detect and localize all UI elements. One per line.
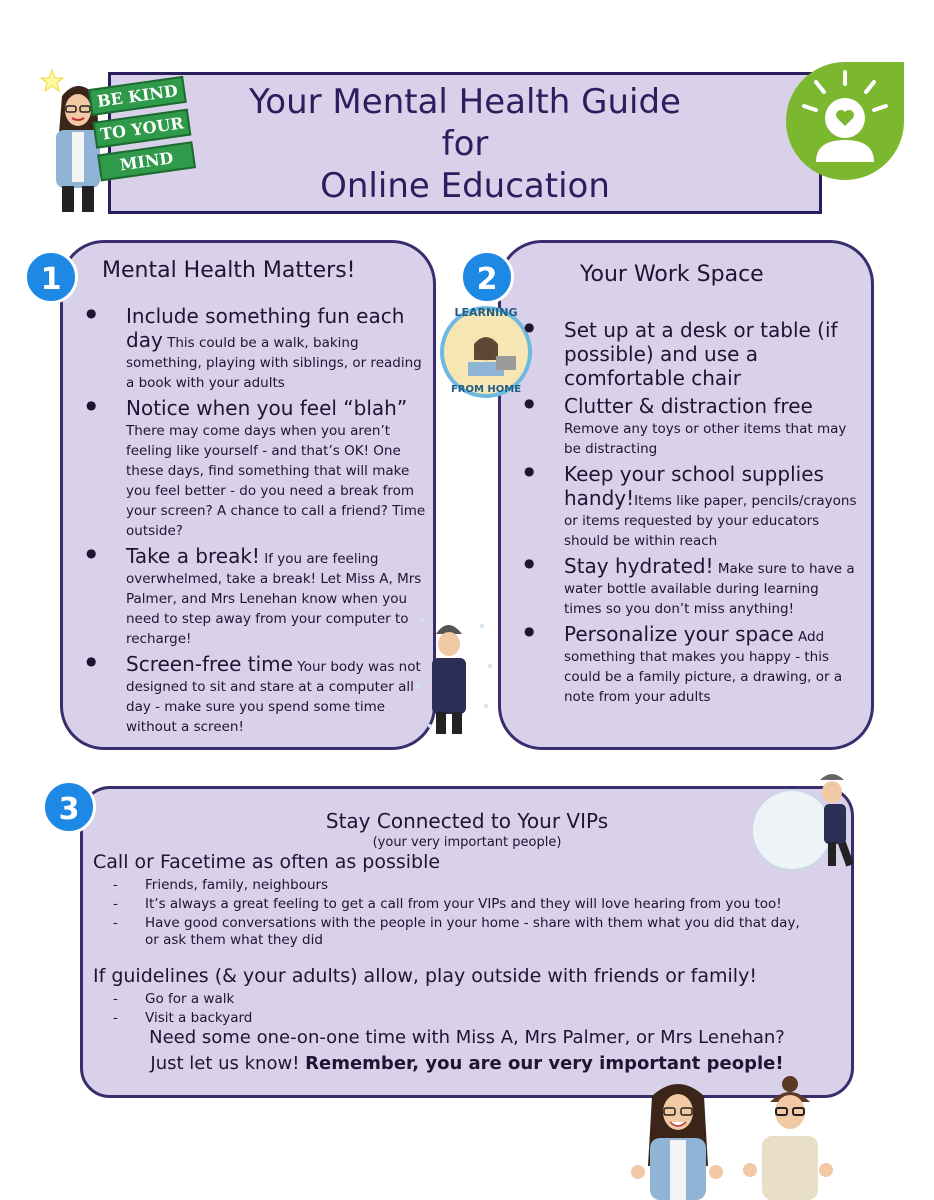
list-item — [82, 304, 426, 392]
mental-health-logo — [786, 62, 904, 180]
bitmoji-snowball — [750, 768, 880, 878]
list-item: - It’s always a great feeling to get a call from your VIPs and they will love hearing from you too! — [113, 896, 813, 913]
item-lead: Personalize your space — [564, 622, 794, 646]
item-lead: Clutter & distraction free — [564, 394, 813, 418]
section-stay-connected — [80, 786, 854, 1098]
item-lead: Take a break! — [126, 544, 260, 568]
bitmoji-teacher-snow — [412, 606, 498, 742]
page-title-line-3: Online Education — [320, 166, 610, 206]
section-number-badge-3: 3 — [42, 780, 96, 834]
head-heart-icon — [786, 62, 904, 180]
item-body: Your body was not designed to sit and stare at a computer all day - make sure you spend some time without a screen! — [126, 659, 421, 735]
badge-text-bottom: FROM HOME — [450, 384, 522, 395]
item-lead: Stay hydrated! — [564, 554, 714, 578]
list-item — [520, 462, 860, 550]
list-item — [520, 622, 860, 706]
list-item — [520, 554, 860, 618]
item-lead: Notice when you feel “blah” — [126, 396, 408, 420]
item-body: Add something that makes you happy - this could be a family picture, a drawing, or a note from your adults — [564, 629, 843, 705]
page-title-line-2: for — [441, 124, 489, 164]
closing-line-2 — [83, 1051, 851, 1077]
list-item — [520, 318, 860, 390]
bitmoji-teacher-bottom-right — [740, 1074, 836, 1200]
item-lead: Screen-free time — [126, 652, 293, 676]
list-item — [82, 396, 426, 540]
list-item — [82, 652, 426, 736]
section1-title: Mental Health Matters! — [102, 258, 356, 283]
closing-emphasis: Remember, you are our very important people! — [305, 1053, 784, 1074]
page-title-line-1: Your Mental Health Guide — [249, 82, 681, 122]
closing-line-1: Need some one-on-one time with Miss A, Mrs Palmer, or Mrs Lenehan? — [149, 1027, 785, 1048]
item-lead: Set up at a desk or table (if possible) and use a comfortable chair — [564, 318, 838, 390]
section3-subtitle: (your very important people) — [372, 835, 562, 850]
section-number-badge-1: 1 — [24, 250, 78, 304]
section-number-badge-2: 2 — [460, 250, 514, 304]
sticker-line-3: MIND — [97, 141, 196, 181]
list-item — [82, 544, 426, 648]
item-body: If you are feeling overwhelmed, take a break! Let Miss A, Mrs Palmer, and Mrs Lenehan know when you need to step away from your computer to recharge! — [126, 551, 422, 647]
section3-list-outside — [113, 991, 813, 1029]
bitmoji-teacher-bottom-left — [628, 1076, 726, 1200]
item-lead: Include something fun each day — [126, 304, 405, 352]
list-item: - Go for a walk — [113, 991, 813, 1008]
list-item: - Have good conversations with the people in your home - share with them what you did that day, or ask them what they did — [113, 915, 813, 949]
section1-list — [82, 304, 426, 740]
list-item: - Visit a backyard — [113, 1010, 813, 1027]
title-box — [108, 72, 822, 214]
sticker-line-2: TO YOUR — [93, 109, 192, 149]
sticker-line-1: BE KIND — [88, 76, 187, 116]
item-body: Items like paper, pencils/crayons or items requested by your educators should be within reach — [564, 493, 857, 549]
section3-heading-call: Call or Facetime as often as possible — [93, 851, 441, 873]
item-body: There may come days when you aren’t feeling like yourself - and that’s OK! One these days, find something that will make you feel better - do you need a break from your screen? A chance to call a friend? Time outside? — [126, 423, 426, 539]
section2-list — [520, 318, 860, 710]
item-lead: Keep your school supplies handy! — [564, 462, 824, 510]
be-kind-sticker — [88, 76, 200, 210]
list-item: - Friends, family, neighbours — [113, 877, 813, 894]
item-body: This could be a walk, baking something, playing with siblings, or reading a book with your adults — [126, 335, 422, 391]
section3-title: Stay Connected to Your VIPs — [325, 809, 609, 833]
list-item — [520, 394, 860, 458]
item-body: Remove any toys or other items that may be distracting — [564, 421, 847, 457]
section3-heading-outside: If guidelines (& your adults) allow, play outside with friends or family! — [93, 965, 757, 987]
section3-list-call — [113, 877, 813, 951]
badge-text-top: LEARNING — [454, 306, 518, 319]
closing-text: Just let us know! — [150, 1053, 306, 1074]
item-body: Make sure to have a water bottle available during learning times so you don’t miss anything! — [564, 561, 855, 617]
section2-title: Your Work Space — [580, 262, 764, 287]
